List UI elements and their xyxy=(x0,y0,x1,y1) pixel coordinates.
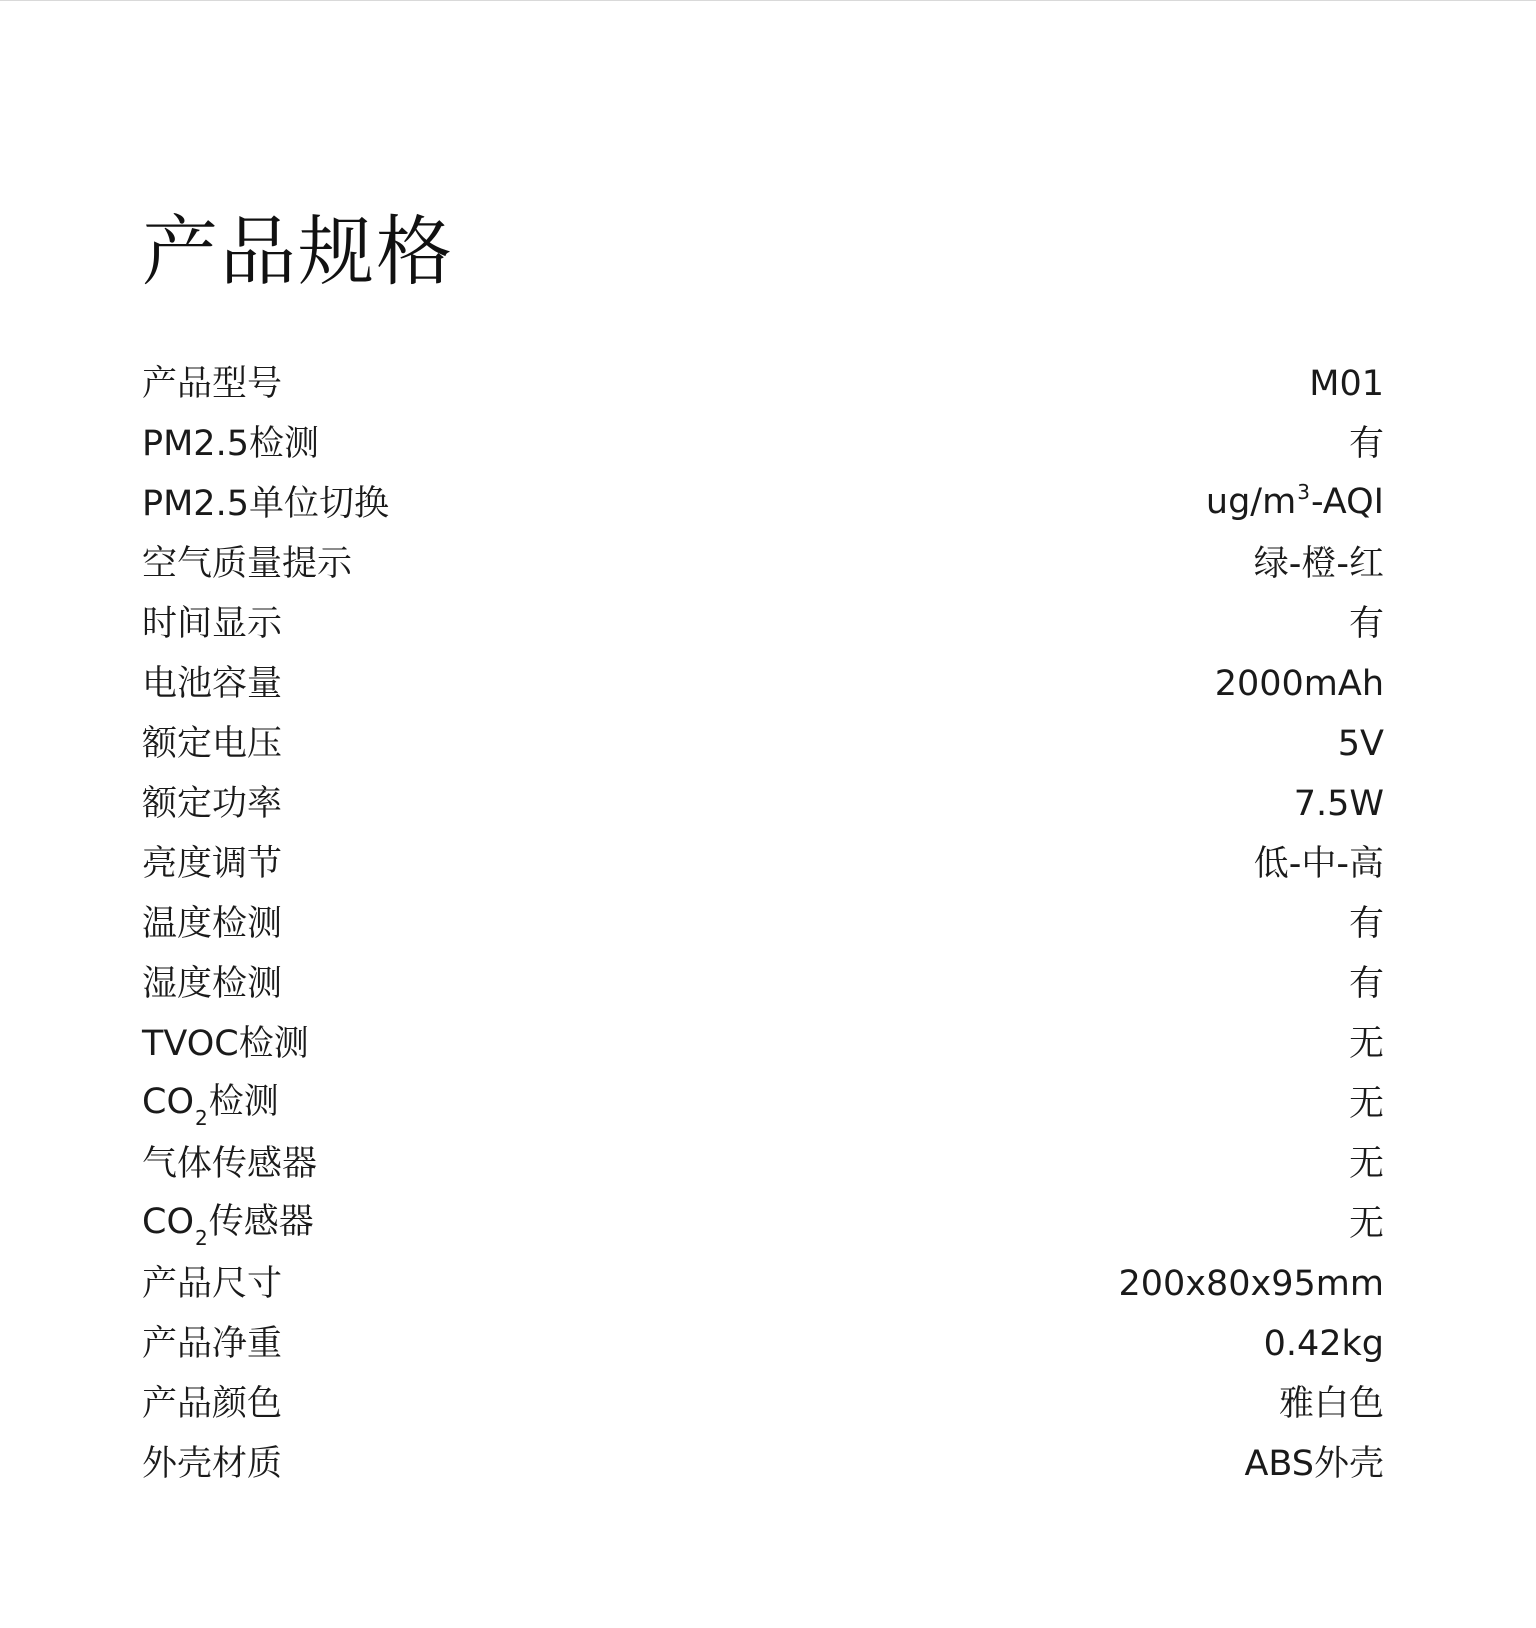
spec-label xyxy=(142,1200,314,1248)
chem-symbol: CO xyxy=(142,1082,194,1122)
spec-label: 温度检测 xyxy=(142,904,283,944)
spec-value: 有 xyxy=(1348,604,1384,644)
spec-label: 时间显示 xyxy=(142,604,283,644)
spec-row-rated-power xyxy=(142,774,1384,834)
page-title: 产品规格 xyxy=(142,207,454,296)
unit-suffix: -AQI xyxy=(1310,482,1384,522)
spec-row-air-quality-alert xyxy=(142,534,1384,594)
spec-label: 电池容量 xyxy=(142,664,283,704)
label-suffix: 传感器 xyxy=(208,1202,314,1242)
spec-value: M01 xyxy=(1309,364,1384,404)
spec-row-pm25-detection xyxy=(142,414,1384,474)
spec-row-brightness-adjustment xyxy=(142,834,1384,894)
spec-value: 2000mAh xyxy=(1214,664,1384,704)
chem-symbol: CO xyxy=(142,1202,194,1242)
spec-row-temperature-detection xyxy=(142,894,1384,954)
spec-row-net-weight xyxy=(142,1314,1384,1374)
spec-value: 有 xyxy=(1348,424,1384,464)
spec-label: 产品尺寸 xyxy=(142,1264,283,1304)
spec-label: 气体传感器 xyxy=(142,1144,318,1184)
subscript-number: 2 xyxy=(195,1106,208,1130)
spec-value: 无 xyxy=(1348,1084,1384,1124)
spec-label: 产品颜色 xyxy=(142,1384,283,1424)
spec-label: 外壳材质 xyxy=(142,1444,283,1484)
spec-row-battery-capacity xyxy=(142,654,1384,714)
spec-row-product-size xyxy=(142,1254,1384,1314)
spec-label xyxy=(142,1080,279,1128)
spec-label: 额定电压 xyxy=(142,724,283,764)
spec-label: PM2.5单位切换 xyxy=(142,484,389,524)
spec-value: 有 xyxy=(1348,964,1384,1004)
spec-value: 0.42kg xyxy=(1263,1324,1384,1364)
spec-value: 有 xyxy=(1348,904,1384,944)
superscript-exponent: 3 xyxy=(1297,480,1310,504)
spec-value: 5V xyxy=(1337,724,1384,764)
spec-value: 无 xyxy=(1348,1204,1384,1244)
spec-value: 绿-橙-红 xyxy=(1253,544,1384,584)
unit-text: ug/m xyxy=(1205,482,1297,522)
spec-table xyxy=(142,354,1384,1494)
spec-label: 产品净重 xyxy=(142,1324,283,1364)
spec-row-time-display xyxy=(142,594,1384,654)
spec-label: 空气质量提示 xyxy=(142,544,353,584)
spec-value: 雅白色 xyxy=(1278,1384,1384,1424)
spec-label: PM2.5检测 xyxy=(142,424,319,464)
spec-value xyxy=(1206,480,1384,528)
spec-row-rated-voltage xyxy=(142,714,1384,774)
spec-label: TVOC检测 xyxy=(142,1024,309,1064)
spec-value: 无 xyxy=(1348,1024,1384,1064)
subscript-number: 2 xyxy=(195,1226,208,1250)
top-divider xyxy=(0,0,1536,1)
spec-label: 额定功率 xyxy=(142,784,283,824)
spec-value: 200x80x95mm xyxy=(1118,1264,1384,1304)
spec-row-humidity-detection xyxy=(142,954,1384,1014)
spec-row-tvoc-detection xyxy=(142,1014,1384,1074)
spec-row-pm25-unit-switch xyxy=(142,474,1384,534)
spec-row-co2-sensor xyxy=(142,1194,1384,1254)
spec-value: 低-中-高 xyxy=(1253,844,1384,884)
spec-label: 产品型号 xyxy=(142,364,283,404)
spec-label: 亮度调节 xyxy=(142,844,283,884)
spec-row-model xyxy=(142,354,1384,414)
spec-row-gas-sensor xyxy=(142,1134,1384,1194)
spec-row-shell-material xyxy=(142,1434,1384,1494)
spec-value: 无 xyxy=(1348,1144,1384,1184)
spec-row-product-color xyxy=(142,1374,1384,1434)
spec-row-co2-detection xyxy=(142,1074,1384,1134)
spec-value: 7.5W xyxy=(1293,784,1384,824)
spec-label: 湿度检测 xyxy=(142,964,283,1004)
label-suffix: 检测 xyxy=(208,1082,279,1122)
spec-value: ABS外壳 xyxy=(1244,1444,1384,1484)
